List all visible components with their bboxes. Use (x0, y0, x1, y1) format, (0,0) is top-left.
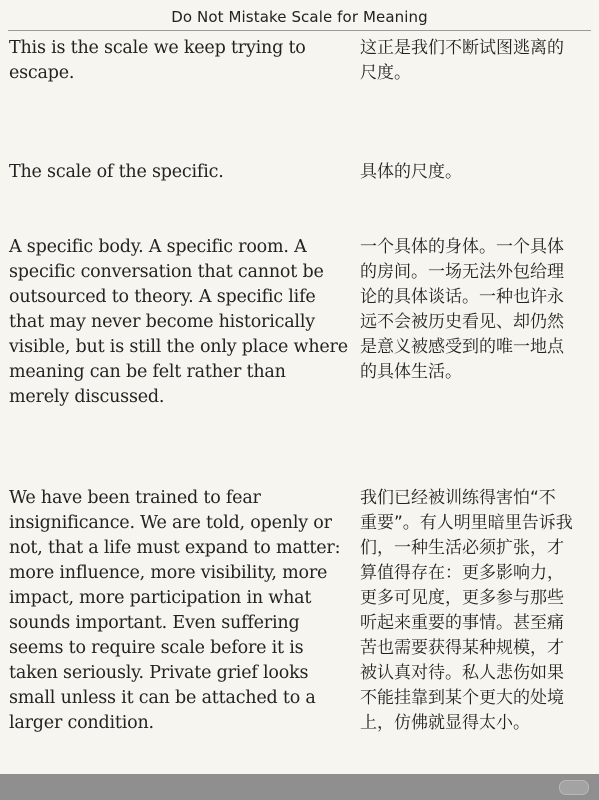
chinese-paragraph: 这正是我们不断试图逃离的 尺度。 (360, 38, 564, 83)
chinese-paragraph: 我们已经被训练得害怕“不 重要”。有人明里暗里告诉我 们，一种生活必须扩张，才 算值得存在：更多影响力， 更多可见度，更多参与那些 听起来重要的事情。甚至痛 苦也需要获得某种规模，才 被认真对待。私人悲伤如果 不能挂靠到某个更大的处境 上，仿佛就显得太小。 (360, 488, 573, 733)
footer-bar (0, 774, 599, 800)
page-title: Do Not Mistake Scale for Meaning (171, 8, 428, 26)
english-paragraph: A specific body. A specific room. A specific conversation that cannot be outsourced to theory. A specific life that may never become historically visible, but is still the only place where meaning can be felt rather than merely discussed. (9, 237, 348, 407)
english-paragraph: The scale of the specific. (9, 162, 224, 182)
chinese-paragraph: 一个具体的身体。一个具体 的房间。一场无法外包给理 论的具体谈话。一种也许永 远不会被历史看见、却仍然 是意义被感受到的唯一地点 的具体生活。 (360, 237, 564, 382)
english-paragraph: This is the scale we keep trying to escape. (9, 38, 306, 83)
chinese-paragraph: 具体的尺度。 (360, 162, 462, 182)
page-header (0, 0, 599, 30)
watermark-badge (559, 780, 589, 795)
english-paragraph: We have been trained to fear insignificance. We are told, openly or not, that a life must expand to matter: more influence, more visibility, more impact, more participation in what sounds important. Even suffering seems to require scale before it is taken seriously. Private grief looks small unless it can be attached to a larger condition. (9, 488, 341, 733)
header-divider (8, 30, 591, 31)
